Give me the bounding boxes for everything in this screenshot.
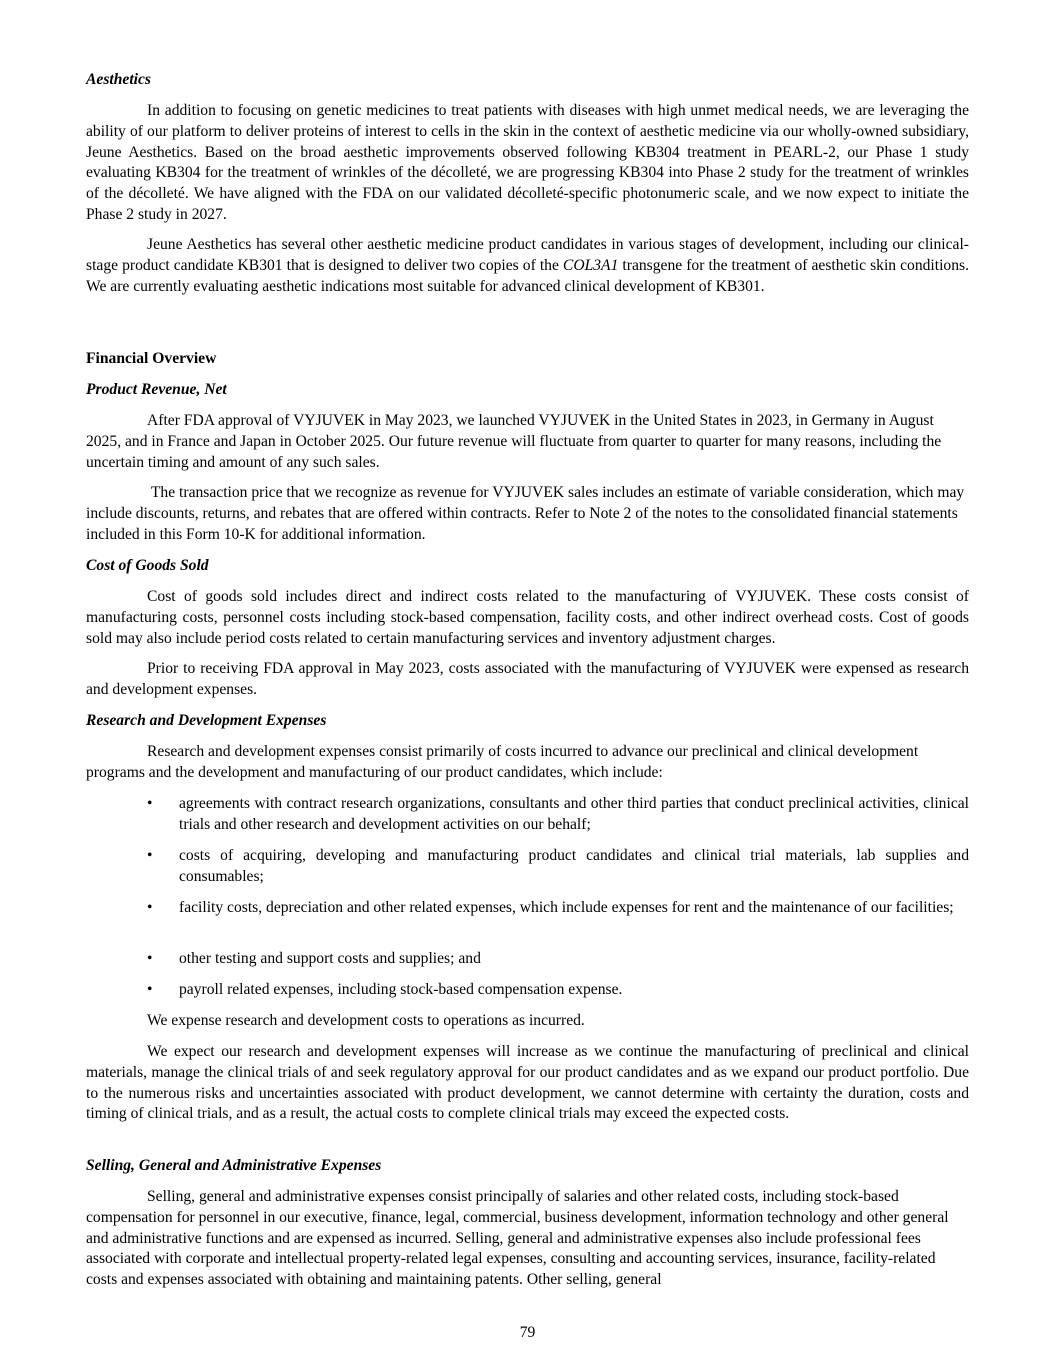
bullet-icon: • <box>147 847 153 864</box>
page-number: 79 <box>519 1324 536 1341</box>
list-item-text: payroll related expenses, including stock-based compensation expense. <box>179 981 623 998</box>
aesthetics-p2-text-start: Jeune Aesthetics has several other aesthetic medicine product candidates in various stages of development, including our clinical-stage product candidate KB301 that is designed to deliver two copies of the <box>86 236 969 274</box>
product-revenue-paragraph-1: After FDA approval of VYJUVEK in May 2023, we launched VYJUVEK in the United States in 2023, in Germany in August 2025, and in France and Japan in October 2025. Our future revenue will fluctuate from quarter to quarter for many reasons, including the uncertain timing and amount of any such sales. <box>86 412 942 471</box>
cogs-paragraph-1: Cost of goods sold includes direct and indirect costs related to the manufacturing of VYJUVEK. These costs consist of manufacturing costs, personnel costs including stock-based compensation, facility costs, and other indirect overhead costs. Cost of goods sold may also include period costs related to certain manufacturing services and inventory adjustment charges. <box>86 588 969 647</box>
cogs-paragraph-2: Prior to receiving FDA approval in May 2023, costs associated with the manufacturing of VYJUVEK were expensed as research and development expenses. <box>86 660 969 698</box>
bullet-icon: • <box>147 795 153 812</box>
bullet-icon: • <box>147 981 153 998</box>
rnd-paragraph-1: Research and development expenses consist primarily of costs incurred to advance our preclinical and clinical development programs and the development and manufacturing of our product candidates, which include: <box>86 743 919 781</box>
bullet-icon: • <box>147 950 153 967</box>
cost-of-goods-sold-heading: Cost of Goods Sold <box>86 557 209 574</box>
rnd-paragraph-3: We expect our research and development expenses will increase as we continue the manufacturing of preclinical and clinical materials, manage the clinical trials of and seek regulatory approval for our product candidates and as we expand our product portfolio. Due to the numerous risks and uncertainties associated with product development, we cannot determine with certainty the duration, costs and timing of clinical trials, and as a result, the actual costs to complete clinical trials may exceed the expected costs. <box>86 1043 969 1123</box>
aesthetics-paragraph-1: In addition to focusing on genetic medicines to treat patients with diseases with high unmet medical needs, we are leveraging the ability of our platform to deliver proteins of interest to cells in the skin in the context of aesthetic medicine via our wholly-owned subsidiary, Jeune Aesthetics. Based on the broad aesthetic improvements observed following KB304 treatment in PEARL-2, our Phase 1 study evaluating KB304 for the treatment of wrinkles of the décolleté, we are progressing KB304 into Phase 2 study for the treatment of wrinkles of the décolleté. We have aligned with the FDA on our validated décolleté-specific photonumeric scale, and we now expect to initiate the Phase 2 study in 2027. <box>86 102 969 223</box>
list-item-text: costs of acquiring, developing and manufacturing product candidates and clinical trial materials, lab supplies and consumables; <box>179 847 969 885</box>
list-item-text: other testing and support costs and supplies; and <box>179 950 481 967</box>
product-revenue-heading: Product Revenue, Net <box>86 381 227 398</box>
aesthetics-p2-text-end: transgene for the treatment of aesthetic skin conditions. We are currently evaluating aesthetic indications most suitable for advanced clinical development of KB301. <box>86 256 969 295</box>
gene-name-italic: COL3A1 <box>562 256 619 274</box>
sga-paragraph-1: Selling, general and administrative expenses consist principally of salaries and other related costs, including stock-based compensation for personnel in our executive, finance, legal, commercial, business development, information technology and other general and administrative functions and are expensed as incurred. Selling, general and administrative expenses also include professional fees associated with corporate and intellectual property-related legal expenses, consulting and accounting services, insurance, facility-related costs and expenses associated with obtaining and maintaining patents. Other selling, general <box>86 1188 949 1289</box>
aesthetics-paragraph-2 <box>86 235 969 297</box>
financial-overview-heading: Financial Overview <box>86 350 217 367</box>
bullet-icon: • <box>147 899 153 916</box>
list-item-text: agreements with contract research organizations, consultants and other third parties that conduct preclinical activities, clinical trials and other research and development activities on our behalf; <box>179 795 969 833</box>
list-item-text: facility costs, depreciation and other related expenses, which include expenses for rent and the maintenance of our facilities; <box>179 899 954 916</box>
aesthetics-heading: Aesthetics <box>86 71 151 88</box>
product-revenue-paragraph-2: The transaction price that we recognize as revenue for VYJUVEK sales includes an estimate of variable consideration, which may include discounts, returns, and rebates that are offered within contracts. Refer to Note 2 of the notes to the consolidated financial statements included in this Form 10-K for additional information. <box>86 484 969 543</box>
rnd-expenses-heading: Research and Development Expenses <box>86 712 327 729</box>
rnd-paragraph-2: We expense research and development costs to operations as incurred. <box>147 1012 585 1029</box>
sga-expenses-heading: Selling, General and Administrative Expenses <box>86 1157 382 1174</box>
